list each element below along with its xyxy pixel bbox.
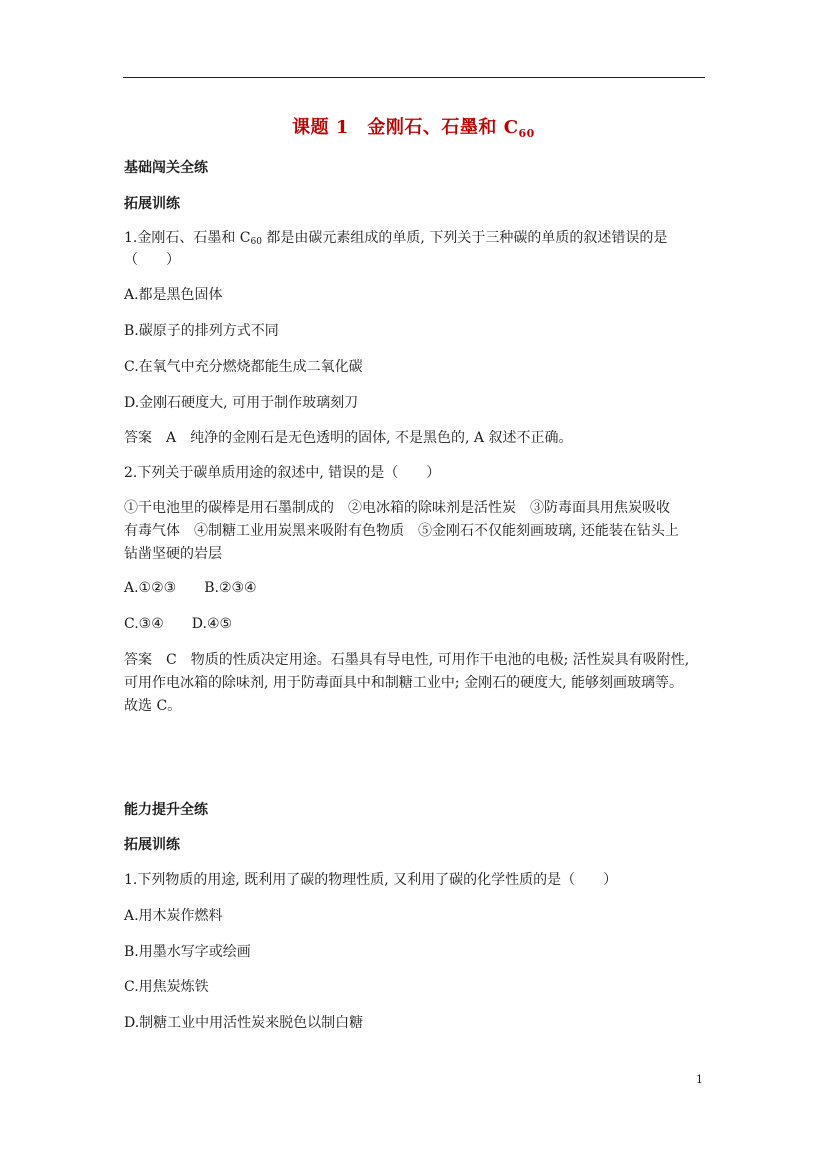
- q1-stem: [124, 228, 667, 252]
- q1-option-d: D.金刚石硬度大, 可用于制作玻璃刻刀: [124, 395, 359, 411]
- s2-q1-stem: 1.下列物质的用途, 既利用了碳的物理性质, 又利用了碳的化学性质的是（ ）: [124, 872, 618, 888]
- q2-item-line-1: ①干电池里的碳棒是用石墨制成的 ②电冰箱的除味剂是活性炭 ③防毒面具用焦炭吸收: [124, 500, 670, 516]
- header-rule: [123, 77, 705, 78]
- section2-heading: 能力提升全练: [124, 802, 208, 818]
- s2-q1-option-a: A.用木炭作燃料: [124, 908, 223, 924]
- s2-q1-option-d: D.制糖工业中用活性炭来脱色以制白糖: [124, 1015, 364, 1031]
- q1-stem-pre: 1.金刚石、石墨和 C: [124, 230, 251, 246]
- q2-item-line-3: 钻凿坚硬的岩层: [124, 546, 222, 562]
- q1-blank: （ ）: [124, 252, 180, 268]
- q2-answer-line-3: 故选 C。: [124, 698, 182, 714]
- s2-q1-option-c: C.用焦炭炼铁: [124, 979, 209, 995]
- page-number: 1: [696, 1073, 703, 1086]
- title-text: 课题 1 金刚石、石墨和 C: [292, 117, 519, 138]
- section1-heading: 基础闯关全练: [124, 160, 208, 176]
- s2-q1-option-b: B.用墨水写字或绘画: [124, 944, 251, 960]
- q2-options-row-2: C.③④ D.④⑤: [124, 616, 233, 632]
- q1-option-c: C.在氧气中充分燃烧都能生成二氧化碳: [124, 359, 363, 375]
- q1-option-a: A.都是黑色固体: [124, 287, 223, 303]
- q2-answer-line-1: 答案 C 物质的性质决定用途。石墨具有导电性, 可用作干电池的电极; 活性炭具有吸附性,: [124, 652, 690, 668]
- q1-stem-post: 都是由碳元素组成的单质, 下列关于三种碳的单质的叙述错误的是: [261, 230, 668, 246]
- page-title: [0, 113, 827, 140]
- q2-answer-line-2: 可用作电冰箱的除味剂, 用于防毒面具中和制糖工业中; 金刚石的硬度大, 能够刻画玻璃等。: [124, 675, 683, 691]
- title-subscript: 60: [518, 127, 535, 140]
- section2-subheading: 拓展训练: [124, 837, 180, 853]
- q2-stem: 2.下列关于碳单质用途的叙述中, 错误的是（ ）: [124, 465, 441, 481]
- q1-option-b: B.碳原子的排列方式不同: [124, 323, 279, 339]
- section1-subheading: 拓展训练: [124, 196, 180, 212]
- q1-answer: 答案 A 纯净的金刚石是无色透明的固体, 不是黑色的, A 叙述不正确。: [124, 430, 573, 446]
- q2-item-line-2: 有毒气体 ④制糖工业用炭黑来吸附有色物质 ⑤金刚石不仅能刻画玻璃, 还能装在钻头上: [124, 523, 679, 539]
- q1-stem-sub: 60: [250, 237, 262, 247]
- q2-options-row-1: A.①②③ B.②③④: [124, 580, 257, 596]
